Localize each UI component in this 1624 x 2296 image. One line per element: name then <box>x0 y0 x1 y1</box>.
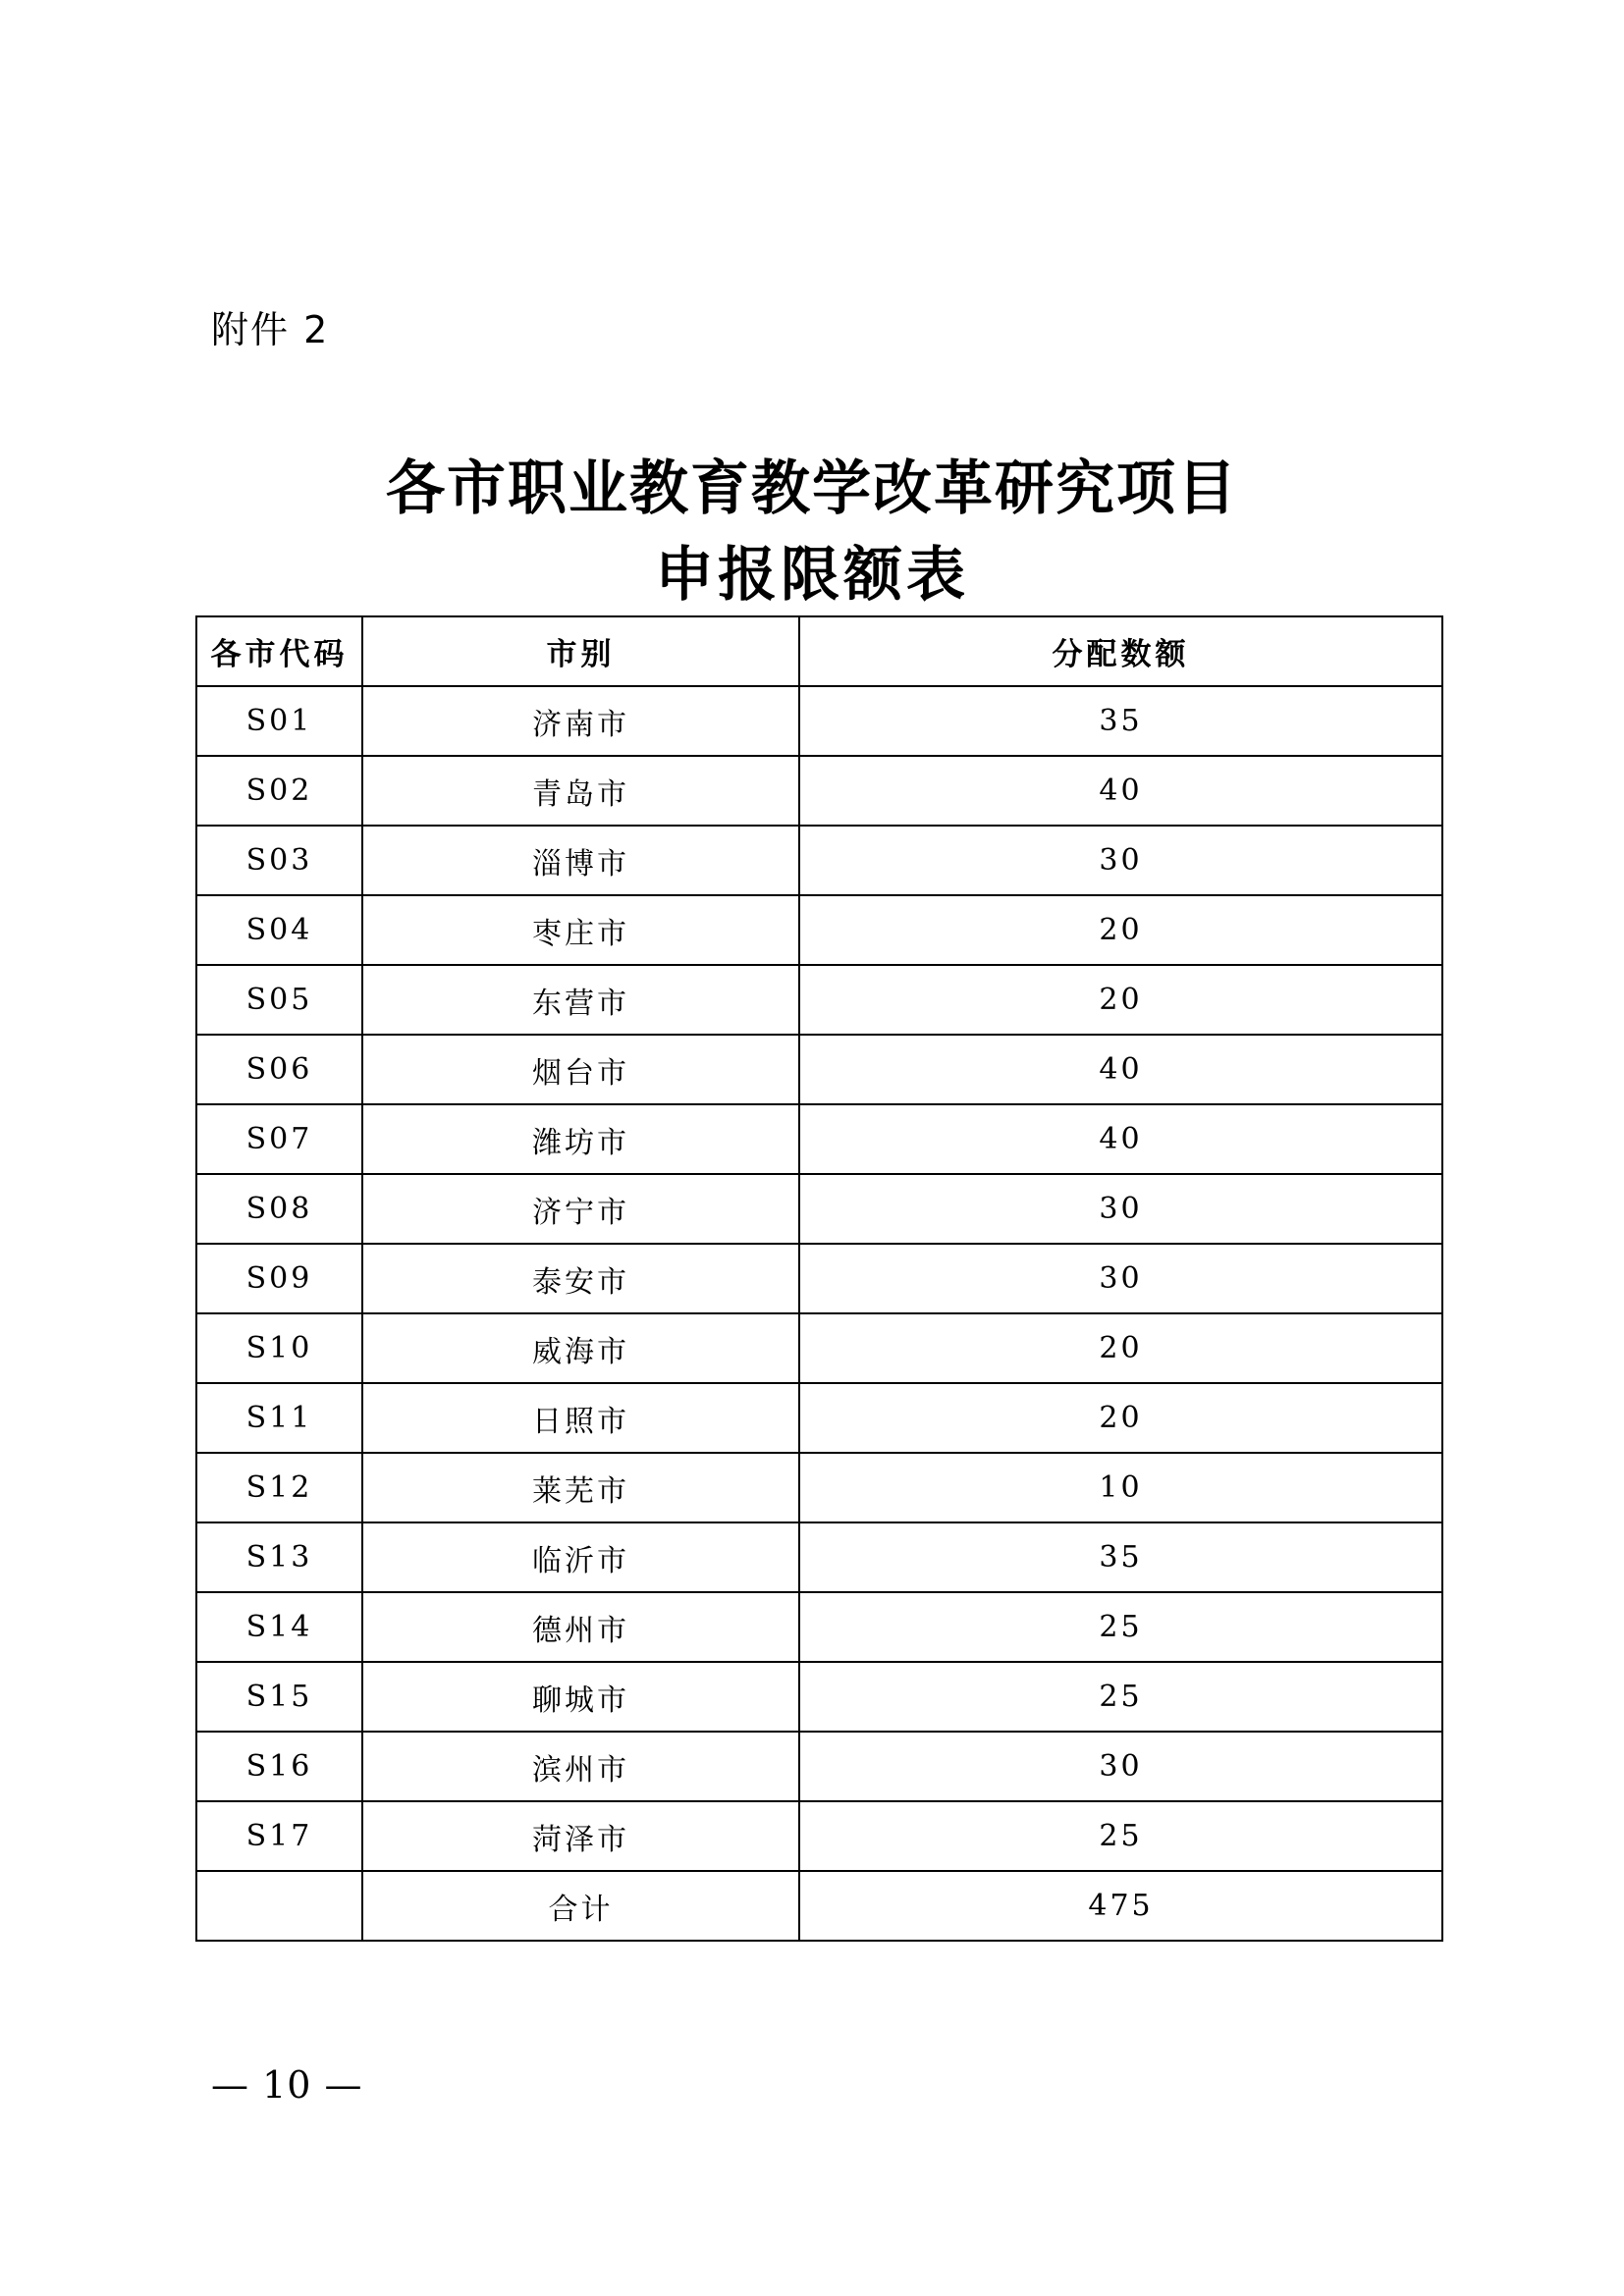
city-name-cell: 临沂市 <box>362 1522 799 1592</box>
allocation-cell: 10 <box>799 1453 1442 1522</box>
city-code-cell: S01 <box>196 686 362 756</box>
table-header-row <box>196 616 1442 686</box>
allocation-cell: 20 <box>799 1313 1442 1383</box>
allocation-cell: 25 <box>799 1592 1442 1662</box>
allocation-cell: 25 <box>799 1801 1442 1871</box>
city-name-cell: 菏泽市 <box>362 1801 799 1871</box>
allocation-cell: 40 <box>799 756 1442 826</box>
total-label-cell: 合计 <box>362 1871 799 1941</box>
table-row <box>196 1592 1442 1662</box>
table-row <box>196 1313 1442 1383</box>
table-row <box>196 1383 1442 1453</box>
city-code-cell: S02 <box>196 756 362 826</box>
allocation-cell: 30 <box>799 826 1442 895</box>
city-name-cell: 莱芜市 <box>362 1453 799 1522</box>
allocation-cell: 20 <box>799 965 1442 1035</box>
city-name-cell: 青岛市 <box>362 756 799 826</box>
city-name-cell: 威海市 <box>362 1313 799 1383</box>
table-row <box>196 1244 1442 1313</box>
city-code-cell: S09 <box>196 1244 362 1313</box>
city-code-cell: S14 <box>196 1592 362 1662</box>
city-code-cell: S06 <box>196 1035 362 1104</box>
city-name-cell: 东营市 <box>362 965 799 1035</box>
allocation-cell: 20 <box>799 895 1442 965</box>
city-name-cell: 潍坊市 <box>362 1104 799 1174</box>
city-name-cell: 聊城市 <box>362 1662 799 1732</box>
table-row <box>196 826 1442 895</box>
city-code-cell: S07 <box>196 1104 362 1174</box>
city-name-cell: 济宁市 <box>362 1174 799 1244</box>
header-allocation: 分配数额 <box>799 616 1442 686</box>
city-code-cell: S15 <box>196 1662 362 1732</box>
city-code-cell: S13 <box>196 1522 362 1592</box>
table-row <box>196 756 1442 826</box>
table-row <box>196 1104 1442 1174</box>
allocation-cell: 35 <box>799 686 1442 756</box>
allocation-cell: 30 <box>799 1732 1442 1801</box>
city-name-cell: 烟台市 <box>362 1035 799 1104</box>
allocation-cell: 20 <box>799 1383 1442 1453</box>
city-code-cell: S05 <box>196 965 362 1035</box>
allocation-cell: 40 <box>799 1104 1442 1174</box>
table-row <box>196 1174 1442 1244</box>
allocation-cell: 35 <box>799 1522 1442 1592</box>
allocation-cell: 30 <box>799 1244 1442 1313</box>
header-city: 市别 <box>362 616 799 686</box>
city-code-cell: S04 <box>196 895 362 965</box>
city-name-cell: 泰安市 <box>362 1244 799 1313</box>
total-value-cell: 475 <box>799 1871 1442 1941</box>
city-code-cell: S10 <box>196 1313 362 1383</box>
city-code-cell: S17 <box>196 1801 362 1871</box>
city-code-cell: S11 <box>196 1383 362 1453</box>
table-row <box>196 1453 1442 1522</box>
table-row <box>196 1522 1442 1592</box>
city-name-cell: 枣庄市 <box>362 895 799 965</box>
table-row <box>196 965 1442 1035</box>
table-row <box>196 895 1442 965</box>
header-city-code: 各市代码 <box>196 616 362 686</box>
total-code-cell <box>196 1871 362 1941</box>
city-name-cell: 淄博市 <box>362 826 799 895</box>
table-row <box>196 1662 1442 1732</box>
table-row <box>196 686 1442 756</box>
page-number: — 10 — <box>211 2063 363 2107</box>
allocation-cell: 30 <box>799 1174 1442 1244</box>
city-name-cell: 滨州市 <box>362 1732 799 1801</box>
table-row <box>196 1035 1442 1104</box>
attachment-label: 附件 2 <box>211 308 330 351</box>
city-code-cell: S08 <box>196 1174 362 1244</box>
allocation-cell: 40 <box>799 1035 1442 1104</box>
city-code-cell: S12 <box>196 1453 362 1522</box>
document-title-line-2: 申报限额表 <box>655 541 969 610</box>
city-name-cell: 德州市 <box>362 1592 799 1662</box>
city-code-cell: S03 <box>196 826 362 895</box>
document-title-line-1: 各市职业教育教学改革研究项目 <box>386 454 1238 523</box>
table-total-row <box>196 1871 1442 1941</box>
city-code-cell: S16 <box>196 1732 362 1801</box>
allocation-cell: 25 <box>799 1662 1442 1732</box>
city-name-cell: 济南市 <box>362 686 799 756</box>
table-row <box>196 1732 1442 1801</box>
city-name-cell: 日照市 <box>362 1383 799 1453</box>
quota-table <box>195 615 1443 1942</box>
table-row <box>196 1801 1442 1871</box>
